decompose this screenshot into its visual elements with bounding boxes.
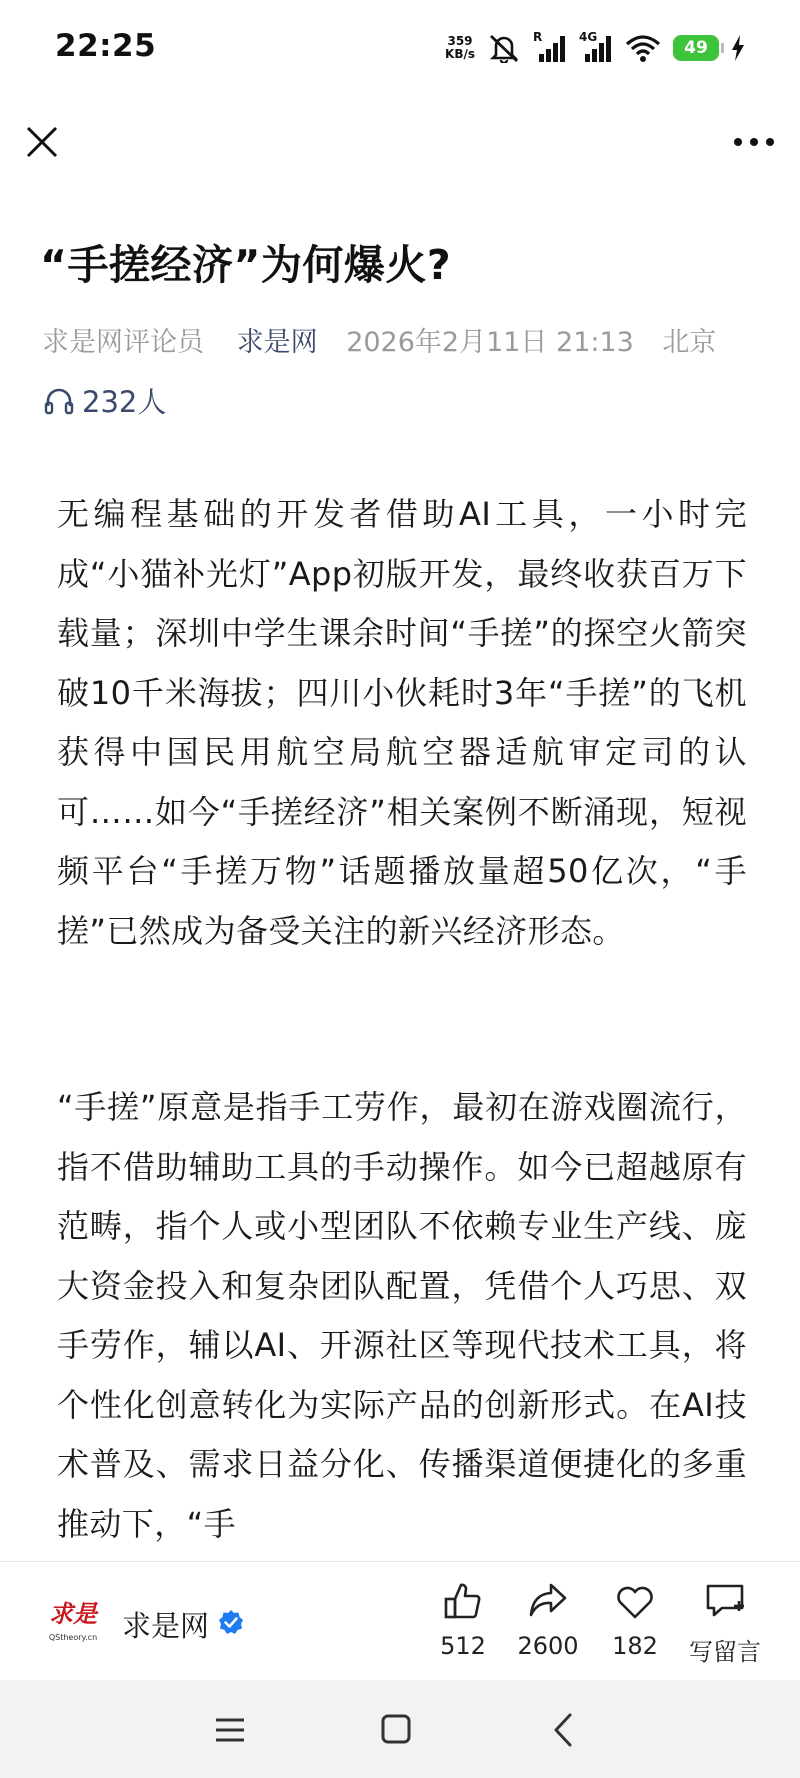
charging-icon [731, 35, 745, 61]
logo-text: 求是 [49, 1599, 97, 1628]
listen-button[interactable] [44, 380, 166, 421]
share-icon [527, 1580, 569, 1622]
mute-icon [487, 33, 521, 63]
logo-subtext: QStheory.cn [48, 1633, 98, 1642]
close-icon[interactable] [22, 122, 62, 162]
comment-add-icon [704, 1580, 746, 1622]
more-icon[interactable] [730, 122, 778, 162]
share-count: 2600 [517, 1632, 579, 1660]
menu-icon[interactable] [206, 1708, 254, 1752]
wifi-icon [625, 33, 661, 63]
home-icon[interactable] [372, 1708, 420, 1752]
battery-icon [673, 35, 719, 61]
status-icons [445, 28, 745, 68]
battery-level: 49 [684, 38, 708, 58]
article-author: 求是网评论员 [42, 327, 204, 358]
source-logo[interactable] [45, 1592, 101, 1648]
action-bar [0, 1561, 800, 1679]
heart-icon [614, 1580, 656, 1622]
article-meta [42, 320, 716, 359]
article-title: “手搓经济”为何爆火? [40, 241, 452, 289]
net-speed [445, 35, 475, 61]
source-name[interactable]: 求是网 [122, 1609, 210, 1643]
system-nav-bar [0, 1680, 800, 1778]
status-time: 22:25 [55, 28, 157, 64]
listener-count: 232人 [82, 385, 167, 419]
article-source-link[interactable]: 求是网 [236, 327, 318, 358]
article-location: 北京 [662, 327, 717, 358]
signal-icon-sim1 [533, 30, 567, 63]
like-button[interactable] [418, 1580, 508, 1660]
top-nav [0, 112, 800, 172]
article-date: 2026年2月11日 21:13 [346, 327, 634, 358]
like-count: 512 [440, 1632, 486, 1660]
net-speed-unit: KB/s [445, 47, 475, 61]
status-bar [0, 0, 800, 96]
comment-button[interactable] [675, 1580, 775, 1667]
signal-icon-sim2 [579, 30, 613, 63]
thumbs-up-icon [442, 1580, 484, 1622]
comment-label: 写留言 [689, 1638, 761, 1666]
article-paragraph: “手搓”原意是指手工劳作，最初在游戏圈流行，指不借助辅助工具的手动操作。如今已超越原有范畴，指个人或小型团队不依赖专业生产线、庞大资金投入和复杂团队配置，凭借个人巧思、双手劳作，辅以AI、开源社区等现代技术工具，将个性化创意转化为实际产品的创新形式。在AI技术普及、需求日益分化、传播渠道便捷化的多重推动下，“手 [57, 1088, 747, 1543]
headphones-icon [44, 386, 74, 416]
favorite-button[interactable] [590, 1580, 680, 1660]
signal-tag-r: R [533, 30, 543, 44]
net-speed-value: 359 [447, 34, 473, 48]
share-button[interactable] [503, 1580, 593, 1660]
back-icon[interactable] [540, 1708, 588, 1752]
signal-tag-4g: 4G [579, 30, 598, 44]
favorite-count: 182 [612, 1632, 658, 1660]
article-paragraph: 无编程基础的开发者借助AI工具，一小时完成“小猫补光灯”App初版开发，最终收获百万下载量；深圳中学生课余时间“手搓”的探空火箭突破10千米海拔；四川小伙耗时3年“手搓”的飞机获得中国民用航空局航空器适航审定司的认可……如今“手搓经济”相关案例不断涌现，短视频平台“手搓万物”话题播放量超50亿次，“手搓”已然成为备受关注的新兴经济形态。 [57, 495, 747, 950]
verified-badge-icon [218, 1609, 244, 1635]
